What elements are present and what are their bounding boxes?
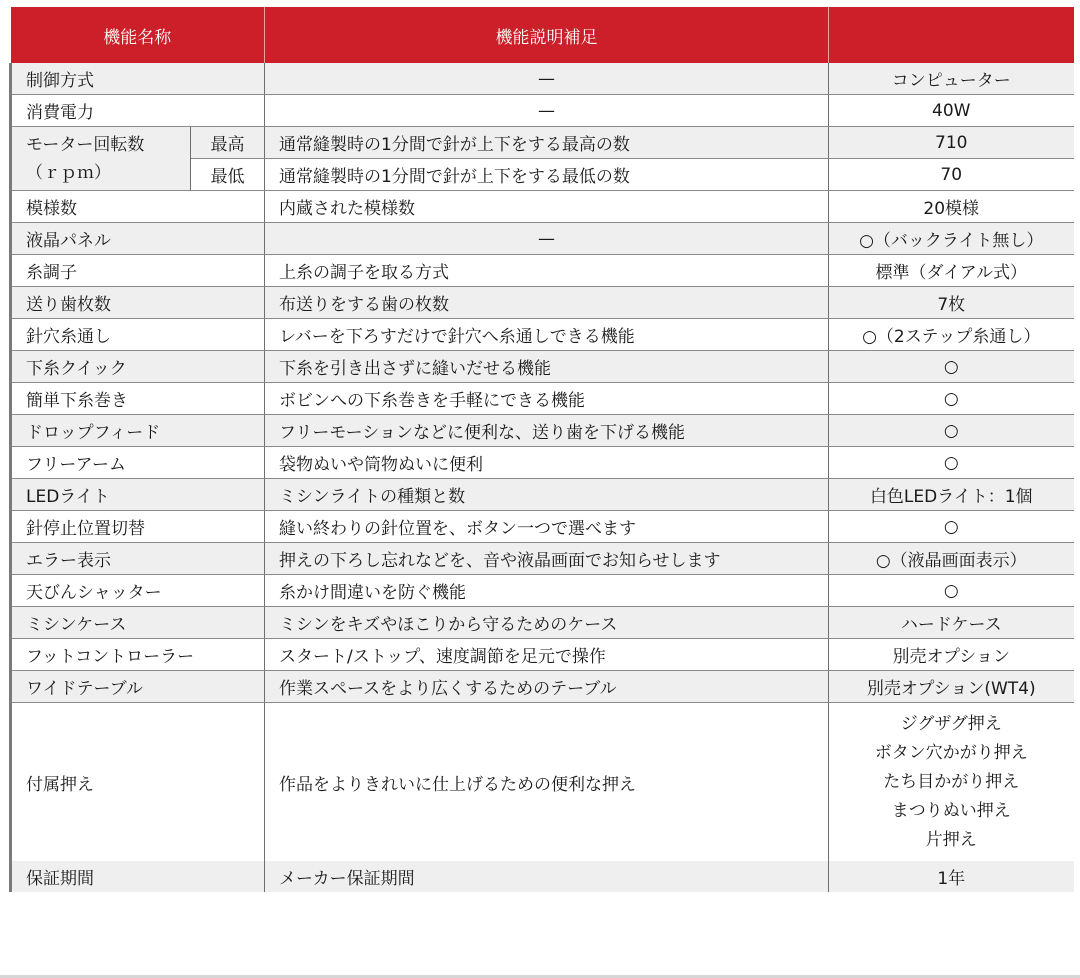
feature-description: レバーを下ろすだけで針穴へ糸通しできる機能 (265, 319, 829, 351)
feature-name: フリーアーム (11, 447, 265, 479)
feature-value: 40W (829, 95, 1074, 127)
table-row (11, 95, 1074, 127)
table-row (11, 127, 1074, 159)
table-row (11, 861, 1074, 892)
feature-sub-label: 最高 (191, 127, 265, 159)
feature-name: 消費電力 (11, 95, 265, 127)
table-row (11, 479, 1074, 511)
feature-name (11, 127, 191, 191)
feature-name: フットコントローラー (11, 639, 265, 671)
feature-name: 保証期間 (11, 861, 265, 892)
feature-value: 20模様 (829, 191, 1074, 223)
feature-value: 710 (829, 127, 1074, 159)
feature-description: 作業スペースをより広くするためのテーブル (265, 671, 829, 703)
feature-name: ドロップフィード (11, 415, 265, 447)
feature-description: 縫い終わりの針位置を、ボタン一つで選べます (265, 511, 829, 543)
feature-name: LEDライト (11, 479, 265, 511)
feature-value: ○（バックライト無し） (829, 223, 1074, 255)
header-description: 機能説明補足 (265, 7, 829, 63)
feature-value: ○ (829, 351, 1074, 383)
spec-table (9, 7, 1074, 892)
feature-description: ミシンライトの種類と数 (265, 479, 829, 511)
feature-name: 針停止位置切替 (11, 511, 265, 543)
feature-value-list (829, 703, 1074, 862)
feature-value: ○ (829, 447, 1074, 479)
presser-foot-item: 片押え (925, 829, 977, 850)
feature-description: 通常縫製時の1分間で針が上下をする最低の数 (265, 159, 829, 191)
feature-description: — (265, 63, 829, 95)
feature-value: 70 (829, 159, 1074, 191)
feature-value: ○ (829, 575, 1074, 607)
header-row (11, 7, 1074, 63)
table-row (11, 415, 1074, 447)
table-row (11, 191, 1074, 223)
feature-name: エラー表示 (11, 543, 265, 575)
feature-description: メーカー保証期間 (265, 861, 829, 892)
feature-value: 7枚 (829, 287, 1074, 319)
feature-value: 標準（ダイアル式） (829, 255, 1074, 287)
feature-name: 下糸クイック (11, 351, 265, 383)
feature-name-line1: モーター回転数 (26, 134, 145, 155)
presser-foot-item: ボタン穴かがり押え (874, 742, 1028, 763)
table-row (11, 511, 1074, 543)
feature-name: 針穴糸通し (11, 319, 265, 351)
presser-foot-item: たち目かがり押え (883, 771, 1020, 792)
table-row (11, 223, 1074, 255)
feature-description: 通常縫製時の1分間で針が上下をする最高の数 (265, 127, 829, 159)
feature-description: 布送りをする歯の枚数 (265, 287, 829, 319)
feature-name-line2: （ｒｐｍ） (26, 162, 111, 183)
feature-description: — (265, 223, 829, 255)
table-row (11, 543, 1074, 575)
feature-name: 送り歯枚数 (11, 287, 265, 319)
feature-value: ○（2ステップ糸通し） (829, 319, 1074, 351)
feature-description: 内蔵された模様数 (265, 191, 829, 223)
feature-value: 白色LEDライト：1個 (829, 479, 1074, 511)
feature-description: スタート/ストップ、速度調節を足元で操作 (265, 639, 829, 671)
header-value (829, 7, 1074, 63)
presser-foot-item: まつりぬい押え (891, 800, 1011, 821)
feature-value: ○（液晶画面表示） (829, 543, 1074, 575)
feature-name: 付属押え (11, 703, 265, 862)
feature-description: 袋物ぬいや筒物ぬいに便利 (265, 447, 829, 479)
table-row (11, 607, 1074, 639)
feature-value: 1年 (829, 861, 1074, 892)
table-row (11, 639, 1074, 671)
table-row (11, 63, 1074, 95)
feature-value: 別売オプション (829, 639, 1074, 671)
table-row (11, 383, 1074, 415)
table-row (11, 287, 1074, 319)
feature-description: ミシンをキズやほこりから守るためのケース (265, 607, 829, 639)
feature-value: ○ (829, 415, 1074, 447)
feature-description: フリーモーションなどに便利な、送り歯を下げる機能 (265, 415, 829, 447)
feature-sub-label: 最低 (191, 159, 265, 191)
table-row (11, 703, 1074, 862)
presser-foot-item: ジグザグ押え (900, 713, 1002, 734)
feature-value: コンピューター (829, 63, 1074, 95)
feature-name: 天びんシャッター (11, 575, 265, 607)
table-row (11, 575, 1074, 607)
header-feature-name: 機能名称 (11, 7, 265, 63)
table-row (11, 351, 1074, 383)
feature-value: ○ (829, 511, 1074, 543)
table-row (11, 319, 1074, 351)
feature-description: 上糸の調子を取る方式 (265, 255, 829, 287)
table-row (11, 255, 1074, 287)
feature-description: 押えの下ろし忘れなどを、音や液晶画面でお知らせします (265, 543, 829, 575)
feature-name: ミシンケース (11, 607, 265, 639)
feature-name: 糸調子 (11, 255, 265, 287)
feature-value: ○ (829, 383, 1074, 415)
feature-value: 別売オプション(WT4) (829, 671, 1074, 703)
feature-name: 簡単下糸巻き (11, 383, 265, 415)
feature-description: 下糸を引き出さずに縫いだせる機能 (265, 351, 829, 383)
table-row (11, 447, 1074, 479)
feature-description: 糸かけ間違いを防ぐ機能 (265, 575, 829, 607)
feature-name: 制御方式 (11, 63, 265, 95)
feature-value: ハードケース (829, 607, 1074, 639)
feature-name: 模様数 (11, 191, 265, 223)
feature-description: — (265, 95, 829, 127)
feature-name: 液晶パネル (11, 223, 265, 255)
feature-description: 作品をよりきれいに仕上げるための便利な押え (265, 703, 829, 862)
feature-description: ボビンへの下糸巻きを手軽にできる機能 (265, 383, 829, 415)
table-row (11, 671, 1074, 703)
feature-name: ワイドテーブル (11, 671, 265, 703)
